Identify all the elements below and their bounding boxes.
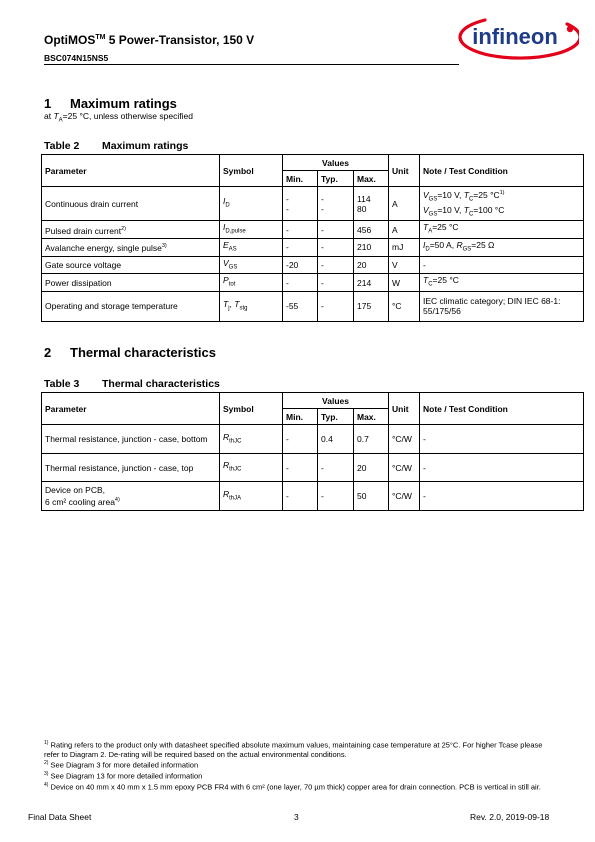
note-cell: -: [420, 454, 584, 482]
min-cell: -55: [283, 291, 318, 321]
param-cell: [42, 238, 220, 256]
note-var: V: [423, 204, 429, 215]
typ-cell: -: [318, 454, 354, 482]
note-cell: [420, 187, 584, 221]
table-row: [42, 238, 584, 256]
max-cell: 114 80: [354, 187, 389, 221]
symbol-cell: [220, 482, 283, 511]
note-sub: D: [425, 246, 430, 253]
symbol-sub: AS: [228, 246, 237, 253]
symbol-sub: thJC: [229, 438, 242, 445]
param-cell: [42, 221, 220, 239]
note-cell: [420, 221, 584, 239]
param-text: Avalanche energy, single pulse: [45, 243, 162, 254]
part-number: BSC074N15NS5: [44, 53, 109, 63]
symbol-sub: thJA: [229, 495, 242, 502]
section-2-heading: 2 Thermal characteristics: [44, 345, 216, 360]
symbol-cell: [220, 238, 283, 256]
symbol-sub: stg: [239, 305, 248, 312]
svg-text:infineon: infineon: [472, 24, 558, 49]
table-row: [42, 291, 584, 321]
note-text: =10 V,: [437, 189, 464, 200]
footnote-ref: 4): [114, 497, 120, 504]
max-cell: 20: [354, 256, 389, 274]
footnote-text: Device on 40 mm x 40 mm x 1.5 mm epoxy PCB FR4 with 6 cm² (one layer, 70 µm thick) copper area for drain connection. PCB is vertical in still air.: [48, 782, 541, 792]
section-1-subtitle: at $T_A=25$ °C, unless otherwise specified: [44, 111, 193, 124]
footnote-mark: 4): [44, 781, 49, 788]
footnote-ref: 3): [161, 243, 167, 250]
footer-doc-type: Final Data Sheet: [28, 812, 92, 822]
unit-cell: A: [389, 187, 420, 221]
max-cell: 175: [354, 291, 389, 321]
param-text: Thermal resistance, junction - case, bottom: [45, 434, 208, 444]
footnote-text: See Diagram 13 for more detailed information: [48, 771, 203, 781]
section-1-heading: 1 Maximum ratings: [44, 96, 177, 111]
note-text: =25 °C: [432, 275, 459, 286]
col-header-max: Max.: [354, 171, 389, 187]
col-header-max: Max.: [354, 409, 389, 425]
footnote-ref: 2): [121, 225, 126, 232]
table-row: [42, 454, 584, 482]
infineon-logo: [455, 14, 579, 60]
note-sub: C: [428, 281, 433, 288]
min-cell: -20: [283, 256, 318, 274]
unit-cell: V: [389, 256, 420, 274]
symbol-sub: thJC: [229, 466, 242, 473]
footnote-mark: 3): [44, 770, 49, 777]
note-cell: -: [420, 482, 584, 511]
col-header-note: Note / Test Condition: [420, 393, 584, 425]
col-header-typ: Typ.: [318, 171, 354, 187]
symbol-cell: [220, 256, 283, 274]
typ-cell: - -: [318, 187, 354, 221]
footnote-mark: 1): [44, 740, 49, 746]
max-cell: 50: [354, 482, 389, 511]
note-cell: -: [420, 425, 584, 454]
param-text: Pulsed drain current: [45, 225, 122, 236]
symbol-var: E: [223, 239, 229, 250]
typ-cell: -: [318, 291, 354, 321]
note-text: =50 A,: [429, 239, 457, 250]
param-cell: [42, 454, 220, 482]
note-sub: GS: [428, 196, 438, 203]
col-header-typ: Typ.: [318, 409, 354, 425]
typ-cell: -: [318, 221, 354, 239]
note-cell: IEC climatic category; DIN IEC 68-1: 55/175/56: [420, 291, 584, 321]
table-row: [42, 187, 584, 221]
col-header-parameter: Parameter: [42, 155, 220, 187]
symbol-var: R: [223, 460, 230, 471]
col-header-parameter: Parameter: [42, 393, 220, 425]
unit-cell: W: [389, 274, 420, 292]
symbol-var: P: [223, 275, 229, 286]
note-cell: [420, 274, 584, 292]
param-text: Operating and storage temperature: [45, 301, 178, 312]
footnote-item: [44, 739, 554, 759]
symbol-var: T: [234, 299, 240, 310]
symbol-cell: [220, 274, 283, 292]
param-text: Thermal resistance, junction - case, top: [45, 462, 194, 473]
symbol-sub: D,pulse: [225, 228, 246, 235]
note-var: T: [423, 222, 429, 233]
table-row: [42, 425, 584, 454]
typ-cell: -: [318, 256, 354, 274]
param-cell: [42, 187, 220, 221]
col-header-unit: Unit: [389, 155, 420, 187]
symbol-var: I: [223, 196, 226, 207]
symbol-var: T: [223, 299, 229, 310]
col-header-min: Min.: [283, 171, 318, 187]
note-sub: C: [468, 196, 474, 203]
table-2-caption: Table 2 Maximum ratings: [44, 140, 189, 152]
max-cell: 0.7: [354, 425, 389, 454]
symbol-sub: j: [228, 305, 230, 312]
param-cell: [42, 274, 220, 292]
min-cell: -: [283, 274, 318, 292]
note-sub: GS: [462, 246, 472, 253]
param-text: Device on PCB, 6 cm² cooling area: [45, 485, 115, 507]
symbol-cell: [220, 454, 283, 482]
max-cell: 20: [354, 454, 389, 482]
max-cell: 456: [354, 221, 389, 239]
table-row: [42, 274, 584, 292]
symbol-sub: D: [225, 202, 230, 209]
param-text: Power dissipation: [45, 277, 112, 288]
footnote-ref: 1): [499, 190, 505, 196]
symbol-var: R: [223, 488, 230, 499]
footnote-item: [44, 759, 554, 770]
note-sub: C: [468, 211, 474, 218]
symbol-var: R: [223, 431, 230, 442]
min-cell: - -: [283, 187, 318, 221]
note-var: T: [463, 204, 469, 215]
param-cell: [42, 482, 220, 511]
note-text: =10 V,: [437, 204, 464, 215]
col-header-note: Note / Test Condition: [420, 155, 584, 187]
table-row: [42, 256, 584, 274]
symbol-var: V: [223, 257, 229, 268]
note-var: T: [463, 189, 469, 200]
typ-cell: -: [318, 238, 354, 256]
unit-cell: °C/W: [389, 425, 420, 454]
unit-cell: A: [389, 221, 420, 239]
unit-cell: °C/W: [389, 454, 420, 482]
footer-page-number: 3: [294, 812, 299, 822]
note-text: =25 °C: [473, 189, 500, 200]
footnotes: [44, 739, 554, 791]
note-var: I: [423, 239, 426, 250]
col-header-symbol: Symbol: [220, 155, 283, 187]
max-cell: 214: [354, 274, 389, 292]
header-divider: [44, 64, 459, 65]
note-text: =25 °C: [432, 222, 459, 233]
min-cell: -: [283, 454, 318, 482]
footnote-item: [44, 770, 554, 781]
symbol-var: I: [223, 222, 226, 233]
col-header-values: Values: [283, 155, 389, 171]
note-cell: [420, 238, 584, 256]
typ-cell: -: [318, 274, 354, 292]
note-var: T: [423, 275, 429, 286]
unit-cell: mJ: [389, 238, 420, 256]
symbol-cell: [220, 425, 283, 454]
symbol-cell: $T_j$, $T_{stg}$: [220, 291, 283, 321]
col-header-symbol: Symbol: [220, 393, 283, 425]
footer-revision: Rev. 2.0, 2019-09-18: [470, 812, 550, 822]
param-cell: [42, 291, 220, 321]
param-text: Continuous drain current: [45, 198, 139, 209]
typ-cell: 0.4: [318, 425, 354, 454]
param-text: Gate source voltage: [45, 259, 122, 270]
symbol-sub: tot: [228, 281, 236, 288]
footnote-text: See Diagram 3 for more detailed information: [48, 760, 199, 770]
max-cell: 210: [354, 238, 389, 256]
min-cell: -: [283, 425, 318, 454]
maximum-ratings-table: [41, 154, 584, 322]
min-cell: -: [283, 482, 318, 511]
note-var: R: [456, 239, 463, 250]
table-3-caption: Table 3 Thermal characteristics: [44, 378, 220, 390]
unit-cell: °C: [389, 291, 420, 321]
thermal-characteristics-table: [41, 392, 584, 511]
param-cell: [42, 256, 220, 274]
note-text: =100 °C: [473, 204, 505, 215]
col-header-values: Values: [283, 393, 389, 409]
note-sub: A: [428, 228, 433, 235]
col-header-unit: Unit: [389, 393, 420, 425]
typ-cell: -: [318, 482, 354, 511]
table-row: [42, 482, 584, 511]
param-cell: [42, 425, 220, 454]
footnote-text: Rating refers to the product only with datasheet specified absolute maximum values, maintaining case temperature at 25°C. For higher Tcase please refer to Diagram 2. De-rating will be required based on the actual environmental conditions.: [44, 740, 543, 759]
symbol-cell: [220, 187, 283, 221]
footnote-item: [44, 781, 554, 792]
note-text: =25 Ω: [471, 239, 495, 250]
unit-cell: °C/W: [389, 482, 420, 511]
table-row: [42, 221, 584, 239]
note-var: V: [423, 189, 429, 200]
document-title: OptiMOS™ 5 Power-Transistor, 150 V: [44, 33, 255, 47]
symbol-sub: GS: [228, 264, 238, 271]
symbol-cell: [220, 221, 283, 239]
min-cell: -: [283, 238, 318, 256]
note-cell: -: [420, 256, 584, 274]
min-cell: -: [283, 221, 318, 239]
col-header-min: Min.: [283, 409, 318, 425]
note-sub: GS: [428, 211, 438, 218]
footnote-mark: 2): [44, 760, 49, 767]
